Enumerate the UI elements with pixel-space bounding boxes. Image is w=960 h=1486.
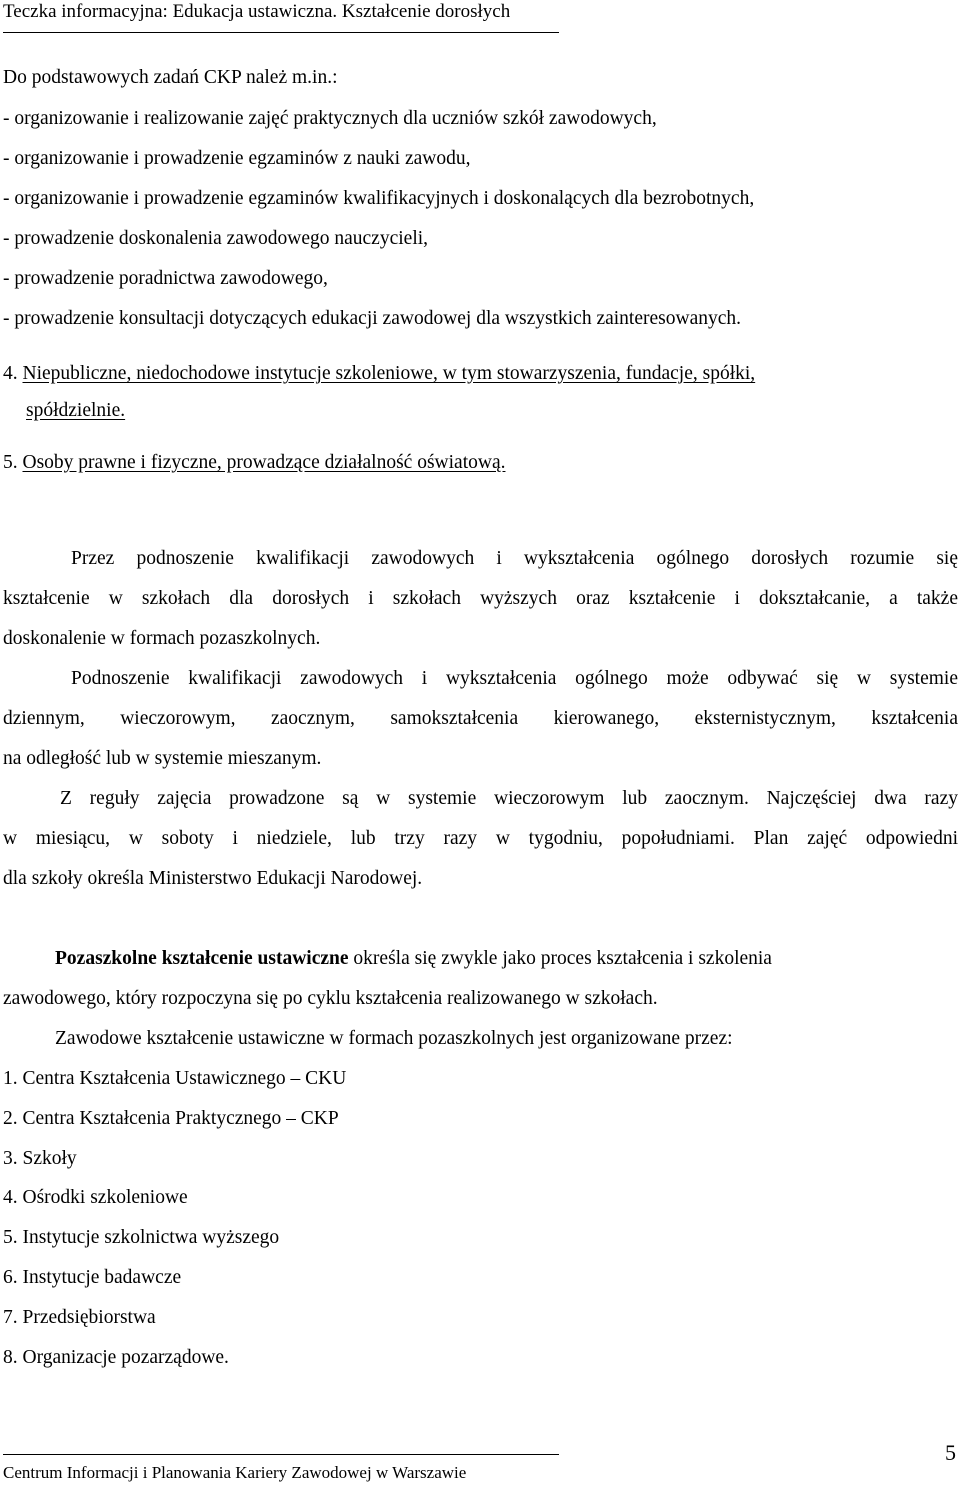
institution-item-4 [3,362,755,386]
organizer-item: 2. Centra Kształcenia Praktycznego – CKP [3,1108,339,1129]
institution-item-4-continuation [26,399,125,423]
header-title: Teczka informacyjna: Edukacja ustawiczna. Kształcenie dorosłych [3,1,511,22]
paragraph-3-line: w miesiącu, w soboty i niedziele, lub trzy razy w tygodniu, popołudniami. Plan zajęć odpowiedni [3,828,958,849]
paragraph-2-line: Podnoszenie kwalifikacji zawodowych i wykształcenia ogólnego może odbywać się w systemie [71,668,958,689]
footer-text: Centrum Informacji i Planowania Kariery Zawodowej w Warszawie [3,1463,467,1482]
header-rule [3,32,559,33]
paragraph-2-line: dziennym, wieczorowym, zaocznym, samokształcenia kierowanego, eksternistycznym, kształcenia [3,708,958,729]
footer-rule [3,1454,559,1455]
paragraph-3-line: dla szkoły określa Ministerstwo Edukacji Narodowej. [3,868,423,889]
organizer-item: 4. Ośrodki szkoleniowe [3,1187,188,1208]
institution-number: 5. [3,452,18,473]
ckp-task-item: - prowadzenie doskonalenia zawodowego nauczycieli, [3,228,429,249]
organizer-item: 8. Organizacje pozarządowe. [3,1347,229,1368]
institution-text: Osoby prawne i fizyczne, prowadzące działalność oświatową. [22,452,506,473]
ckp-tasks-intro: Do podstawowych zadań CKP należ m.in.: [3,67,338,88]
paragraph-1-line: doskonalenie w formach pozaszkolnych. [3,628,321,649]
institution-text: spółdzielnie. [26,400,126,421]
ckp-task-item: - prowadzenie konsultacji dotyczących edukacji zawodowej dla wszystkich zainteresowanych. [3,308,742,329]
ckp-task-item: - prowadzenie poradnictwa zawodowego, [3,268,328,289]
paragraph-2-line: na odległość lub w systemie mieszanym. [3,748,322,769]
paragraph-1-line: kształcenie w szkołach dla dorosłych i szkołach wyższych oraz kształcenie i dokształcanie, a także [3,588,958,609]
organizer-item: 6. Instytucje badawcze [3,1267,182,1288]
organizers-intro: Zawodowe kształcenie ustawiczne w formach pozaszkolnych jest organizowane przez: [55,1028,733,1049]
ckp-task-item: - organizowanie i prowadzenie egzaminów kwalifikacyjnych i doskonalących dla bezrobotnych, [3,188,755,209]
ckp-task-item: - organizowanie i realizowanie zajęć praktycznych dla uczniów szkół zawodowych, [3,108,657,129]
organizer-item: 3. Szkoły [3,1148,77,1169]
organizer-item: 1. Centra Kształcenia Ustawicznego – CKU [3,1068,347,1089]
institution-item-5 [3,451,505,475]
page-number: 5 [945,1440,956,1465]
ckp-task-item: - organizowanie i prowadzenie egzaminów z nauki zawodu, [3,148,471,169]
paragraph-3-line: Z reguły zajęcia prowadzone są w systemie wieczorowym lub zaocznym. Najczęściej dwa razy [60,788,958,809]
organizer-item: 7. Przedsiębiorstwa [3,1307,156,1328]
institution-text: Niepubliczne, niedochodowe instytucje szkoleniowe, w tym stowarzyszenia, fundacje, spółki, [22,363,756,384]
paragraph-1-line: Przez podnoszenie kwalifikacji zawodowych i wykształcenia ogólnego dorosłych rozumie się [71,548,958,569]
bold-term: Pozaszkolne kształcenie ustawiczne [55,948,349,969]
paragraph-4-line: zawodowego, który rozpoczyna się po cyklu kształcenia realizowanego w szkołach. [3,988,658,1009]
paragraph-4-line [55,947,772,971]
institution-number: 4. [3,363,18,384]
paragraph-4-text: określa się zwykle jako proces kształcenia i szkolenia [348,948,772,969]
organizer-item: 5. Instytucje szkolnictwa wyższego [3,1227,280,1248]
